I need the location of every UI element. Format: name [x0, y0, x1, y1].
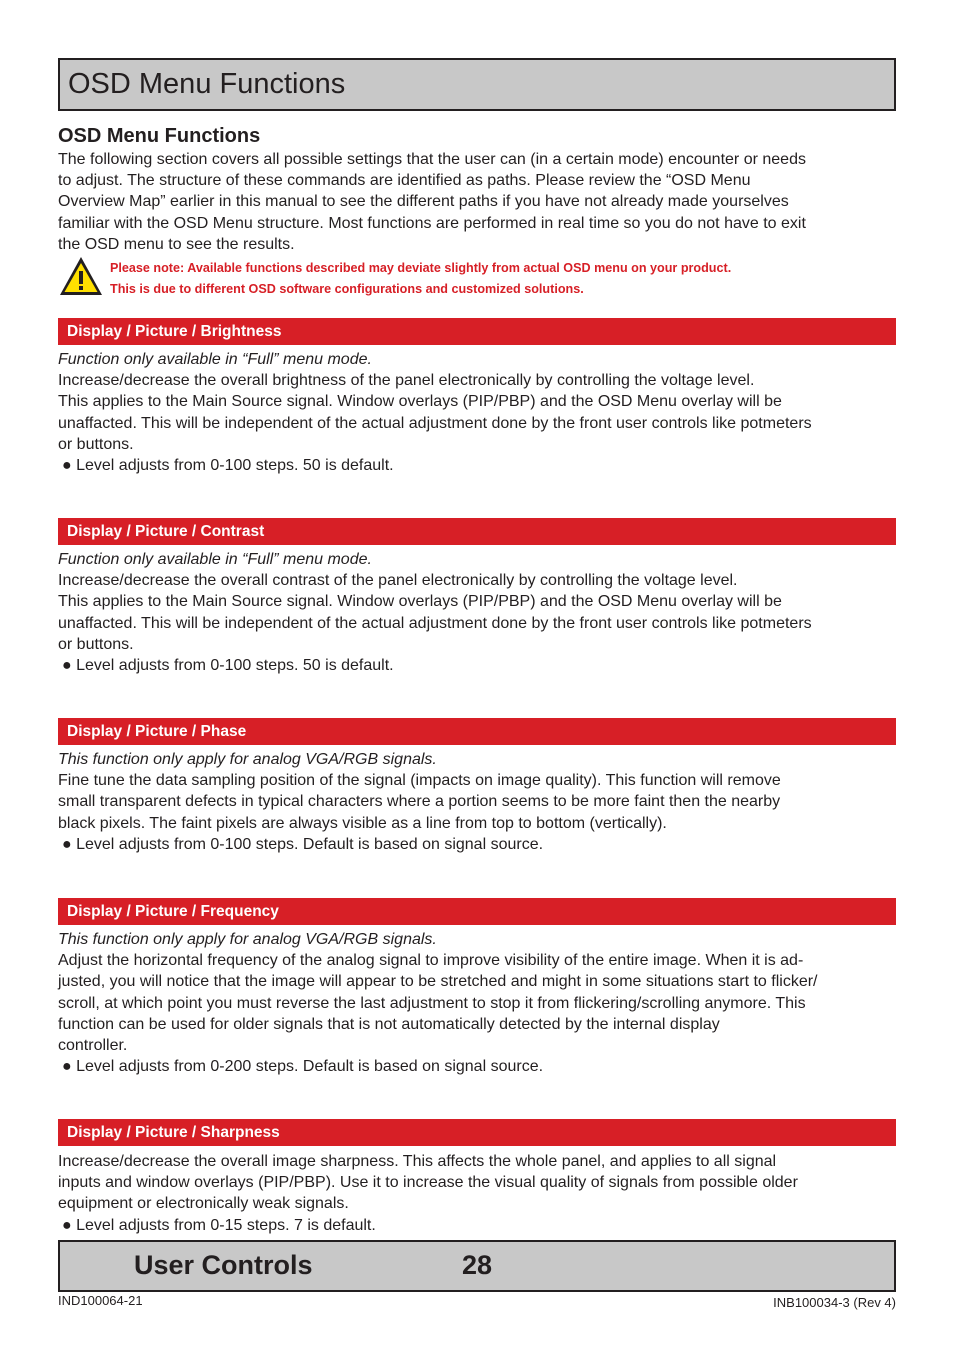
- section-line: Increase/decrease the overall brightness of the panel electronically by controlling the voltage level.: [58, 372, 755, 390]
- intro-line: familiar with the OSD Menu structure. Most functions are performed in real time so you do not have to exit: [58, 214, 806, 232]
- footer-title: User Controls: [134, 1250, 313, 1280]
- section-line: or buttons.: [58, 635, 134, 653]
- section-line: unaffacted. This will be independent of the actual adjustment done by the front user controls like potmeters: [58, 414, 812, 432]
- page-number: 28: [462, 1250, 493, 1280]
- section-body-sharpness: [58, 1151, 898, 1236]
- section-note: Function only available in “Full” menu mode.: [58, 351, 372, 368]
- warning-triangle-icon: [58, 255, 104, 297]
- section-line: equipment or electronically weak signals.: [58, 1195, 349, 1213]
- section-line: Adjust the horizontal frequency of the analog signal to improve visibility of the entire image. When it is ad-: [58, 952, 804, 970]
- section-bullet: ● Level adjusts from 0-15 steps. 7 is default.: [62, 1216, 376, 1234]
- notice: [110, 258, 731, 300]
- section-line: function can be used for older signals that is not automatically detected by the internal display: [58, 1015, 720, 1033]
- section-line: This applies to the Main Source signal. Window overlays (PIP/PBP) and the OSD Menu overlay will be: [58, 393, 782, 411]
- notice-line: Please note: Available functions described may deviate slightly from actual OSD menu on your product.: [110, 261, 732, 275]
- section-line: inputs and window overlays (PIP/PBP). Use it to increase the visual quality of signals from possible older: [58, 1174, 798, 1192]
- section-title: Display / Picture / Contrast: [67, 523, 265, 540]
- section-line: justed, you will notice that the image will appear to be stretched and might in some situations start to flicker/: [58, 973, 818, 991]
- section-bar-phase: [58, 718, 896, 745]
- intro-line: Overview Map” earlier in this manual to see the different paths if you have not already made yourselves: [58, 193, 789, 211]
- section-bullet: ● Level adjusts from 0-200 steps. Default is based on signal source.: [62, 1058, 544, 1076]
- intro-text: [58, 149, 898, 255]
- section-line: unaffacted. This will be independent of the actual adjustment done by the front user controls like potmeters: [58, 614, 812, 632]
- intro-line: to adjust. The structure of these commands are identified as paths. Please review the “OSD Menu: [58, 172, 751, 190]
- section-line: black pixels. The faint pixels are always visible as a line from top to bottom (vertically).: [58, 814, 667, 832]
- section-title: Display / Picture / Phase: [67, 723, 247, 740]
- section-title: Display / Picture / Frequency: [67, 903, 279, 920]
- section-title: Display / Picture / Sharpness: [67, 1124, 280, 1141]
- section-bar-contrast: [58, 518, 896, 545]
- section-line: scroll, at which point you must reverse the last adjustment to stop it from flickering/scrolling anymore. This: [58, 994, 806, 1012]
- section-body-phase: [58, 749, 898, 855]
- section-line: Fine tune the data sampling position of the signal (impacts on image quality). This function will remove: [58, 772, 781, 790]
- section-bullet: ● Level adjusts from 0-100 steps. 50 is default.: [62, 657, 394, 675]
- section-line: Increase/decrease the overall image sharpness. This affects the whole panel, and applies to all signal: [58, 1153, 777, 1170]
- section-bar-sharpness: [58, 1119, 896, 1146]
- section-bar-brightness: [58, 318, 896, 345]
- section-bullet: ● Level adjusts from 0-100 steps. Default is based on signal source.: [62, 835, 544, 853]
- doc-id-right: INB100034-3 (Rev 4): [773, 1295, 896, 1310]
- page-title: OSD Menu Functions: [68, 68, 346, 100]
- page-footer: [58, 1240, 896, 1292]
- doc-id-left: IND100064-21: [58, 1293, 143, 1308]
- section-bullet: ● Level adjusts from 0-100 steps. 50 is default.: [62, 457, 394, 475]
- section-body-frequency: [58, 929, 898, 1077]
- notice-line: This is due to different OSD software configurations and customized solutions.: [110, 282, 584, 296]
- section-body-brightness: [58, 349, 898, 476]
- section-line: small transparent defects in typical characters where a portion seems to be more faint then the nearby: [58, 793, 781, 811]
- section-note: This function only apply for analog VGA/RGB signals.: [58, 931, 437, 948]
- section-note: Function only available in “Full” menu mode.: [58, 551, 372, 568]
- intro-line: The following section covers all possible settings that the user can (in a certain mode) encounter or needs: [58, 151, 806, 168]
- section-title: Display / Picture / Brightness: [67, 323, 282, 340]
- page-header: [58, 58, 896, 111]
- section-line: Increase/decrease the overall contrast of the panel electronically by controlling the voltage level.: [58, 572, 738, 590]
- intro-line: the OSD menu to see the results.: [58, 235, 295, 253]
- section-note: This function only apply for analog VGA/RGB signals.: [58, 751, 437, 768]
- section-line: This applies to the Main Source signal. Window overlays (PIP/PBP) and the OSD Menu overlay will be: [58, 593, 782, 611]
- section-bar-frequency: [58, 898, 896, 925]
- section-body-contrast: [58, 549, 898, 676]
- intro-heading: OSD Menu Functions: [58, 125, 261, 147]
- section-line: controller.: [58, 1037, 128, 1055]
- section-line: or buttons.: [58, 435, 134, 453]
